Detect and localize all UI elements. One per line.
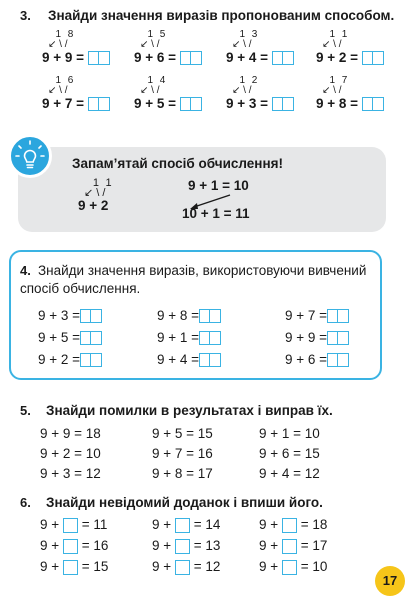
task-3-item-8: 1 7 ↙ \ / 9 + 8 =	[316, 76, 384, 112]
answer-box[interactable]	[282, 560, 297, 575]
equation: 9 + 9 = 18	[40, 426, 101, 441]
equation: 9 + 4 = 12	[259, 466, 320, 481]
task-3-item-1: 1 8 ↙ \ / 9 + 9 =	[42, 30, 110, 66]
task-3-item-2: 1 5 ↙ \ / 9 + 6 =	[134, 30, 202, 66]
answer-box[interactable]	[91, 331, 102, 345]
task-4-title-line-2: спосіб обчислення.	[20, 281, 141, 296]
task-6-title: Знайди невідомий доданок і впиши його.	[46, 495, 323, 510]
equation: 9 + 8 = 17	[152, 466, 213, 481]
task-3-item-7: 1 2 ↙ \ / 9 + 3 =	[226, 76, 294, 112]
answer-box[interactable]	[199, 353, 210, 367]
task-3-item-6: 1 4 ↙ \ / 9 + 5 =	[134, 76, 202, 112]
task-5-column-3	[259, 426, 320, 482]
equation: 9 + 5 = 15	[152, 426, 213, 441]
answer-box[interactable]	[362, 97, 373, 111]
answer-box[interactable]	[327, 331, 338, 345]
answer-box[interactable]	[63, 518, 78, 533]
answer-box[interactable]	[210, 331, 221, 345]
answer-box[interactable]	[80, 353, 91, 367]
reminder-step-1: 9 + 1 = 10	[188, 178, 249, 193]
answer-box[interactable]	[327, 353, 338, 367]
equation: 9 + 2 = 10	[40, 446, 101, 461]
task-5-column-2	[152, 426, 213, 482]
page-number-badge: 17	[375, 566, 405, 596]
answer-box[interactable]	[362, 51, 373, 65]
task-5-column-1	[40, 426, 101, 482]
answer-box[interactable]	[180, 97, 191, 111]
task-6-column-3: 9 + = 18 9 + = 17 9 + = 10	[259, 517, 328, 574]
answer-box[interactable]	[199, 331, 210, 345]
reminder-title: Запам’ятай спосіб обчислення!	[72, 156, 283, 171]
answer-box[interactable]	[373, 97, 384, 111]
task-3-item-3: 1 3 ↙ \ / 9 + 4 =	[226, 30, 294, 66]
task-3-item-5: 1 6 ↙ \ / 9 + 7 =	[42, 76, 110, 112]
answer-box[interactable]	[283, 97, 294, 111]
equation: 9 + 6 = 15	[259, 446, 320, 461]
task-4-title-line-1: Знайди значення виразів, використовуючи вивчений	[38, 263, 367, 278]
split-arrows: ↙ \ /	[48, 39, 68, 50]
reminder-example: 1 1 ↙ \ / 9 + 2	[78, 177, 112, 213]
answer-box[interactable]	[180, 51, 191, 65]
task-6-column-1: 9 + = 11 9 + = 16 9 + = 15	[40, 517, 109, 574]
task-3-number: 3.	[20, 8, 31, 23]
answer-box[interactable]	[99, 97, 110, 111]
answer-box[interactable]	[99, 51, 110, 65]
answer-box[interactable]	[199, 309, 210, 323]
task-4-column-1: 9 + 3 = 9 + 5 = 9 + 2 =	[38, 308, 102, 368]
task-3-item-4: 1 1 ↙ \ / 9 + 2 =	[316, 30, 384, 66]
answer-box[interactable]	[91, 353, 102, 367]
answer-box[interactable]	[80, 309, 91, 323]
answer-box[interactable]	[63, 560, 78, 575]
answer-box[interactable]	[283, 51, 294, 65]
answer-box[interactable]	[282, 518, 297, 533]
answer-box[interactable]	[210, 309, 221, 323]
task-5-number: 5.	[20, 403, 31, 418]
answer-box[interactable]	[272, 51, 283, 65]
answer-box[interactable]	[282, 539, 297, 554]
task-6-column-2: 9 + = 14 9 + = 13 9 + = 12	[152, 517, 221, 574]
reminder-step-2: 10 + 1 = 11	[182, 206, 250, 221]
answer-box[interactable]	[175, 560, 190, 575]
answer-box[interactable]	[175, 539, 190, 554]
answer-box[interactable]	[272, 97, 283, 111]
task-3-title: Знайди значення виразів пропонованим способом.	[48, 8, 395, 23]
answer-box[interactable]	[191, 51, 202, 65]
task-4-number: 4.	[20, 263, 31, 278]
answer-box[interactable]	[338, 309, 349, 323]
equation: 9 + 7 = 16	[152, 446, 213, 461]
task-6-number: 6.	[20, 495, 31, 510]
task-4-column-2: 9 + 8 = 9 + 1 = 9 + 4 =	[157, 308, 221, 368]
split-marks: 1 8	[55, 29, 74, 40]
answer-box[interactable]	[88, 97, 99, 111]
equation: 9 + 1 = 10	[259, 426, 320, 441]
answer-box[interactable]	[338, 353, 349, 367]
equation: 9 + 3 = 12	[40, 466, 101, 481]
answer-box[interactable]	[80, 331, 91, 345]
answer-box[interactable]	[88, 51, 99, 65]
answer-box[interactable]	[338, 331, 349, 345]
answer-box[interactable]	[210, 353, 221, 367]
task-4-column-3: 9 + 7 = 9 + 9 = 9 + 6 =	[285, 308, 349, 368]
answer-box[interactable]	[63, 539, 78, 554]
answer-box[interactable]	[191, 97, 202, 111]
answer-box[interactable]	[91, 309, 102, 323]
answer-box[interactable]	[373, 51, 384, 65]
answer-box[interactable]	[327, 309, 338, 323]
lightbulb-icon	[8, 134, 52, 178]
answer-box[interactable]	[175, 518, 190, 533]
task-5-title: Знайди помилки в результатах і виправ їх.	[46, 403, 333, 418]
